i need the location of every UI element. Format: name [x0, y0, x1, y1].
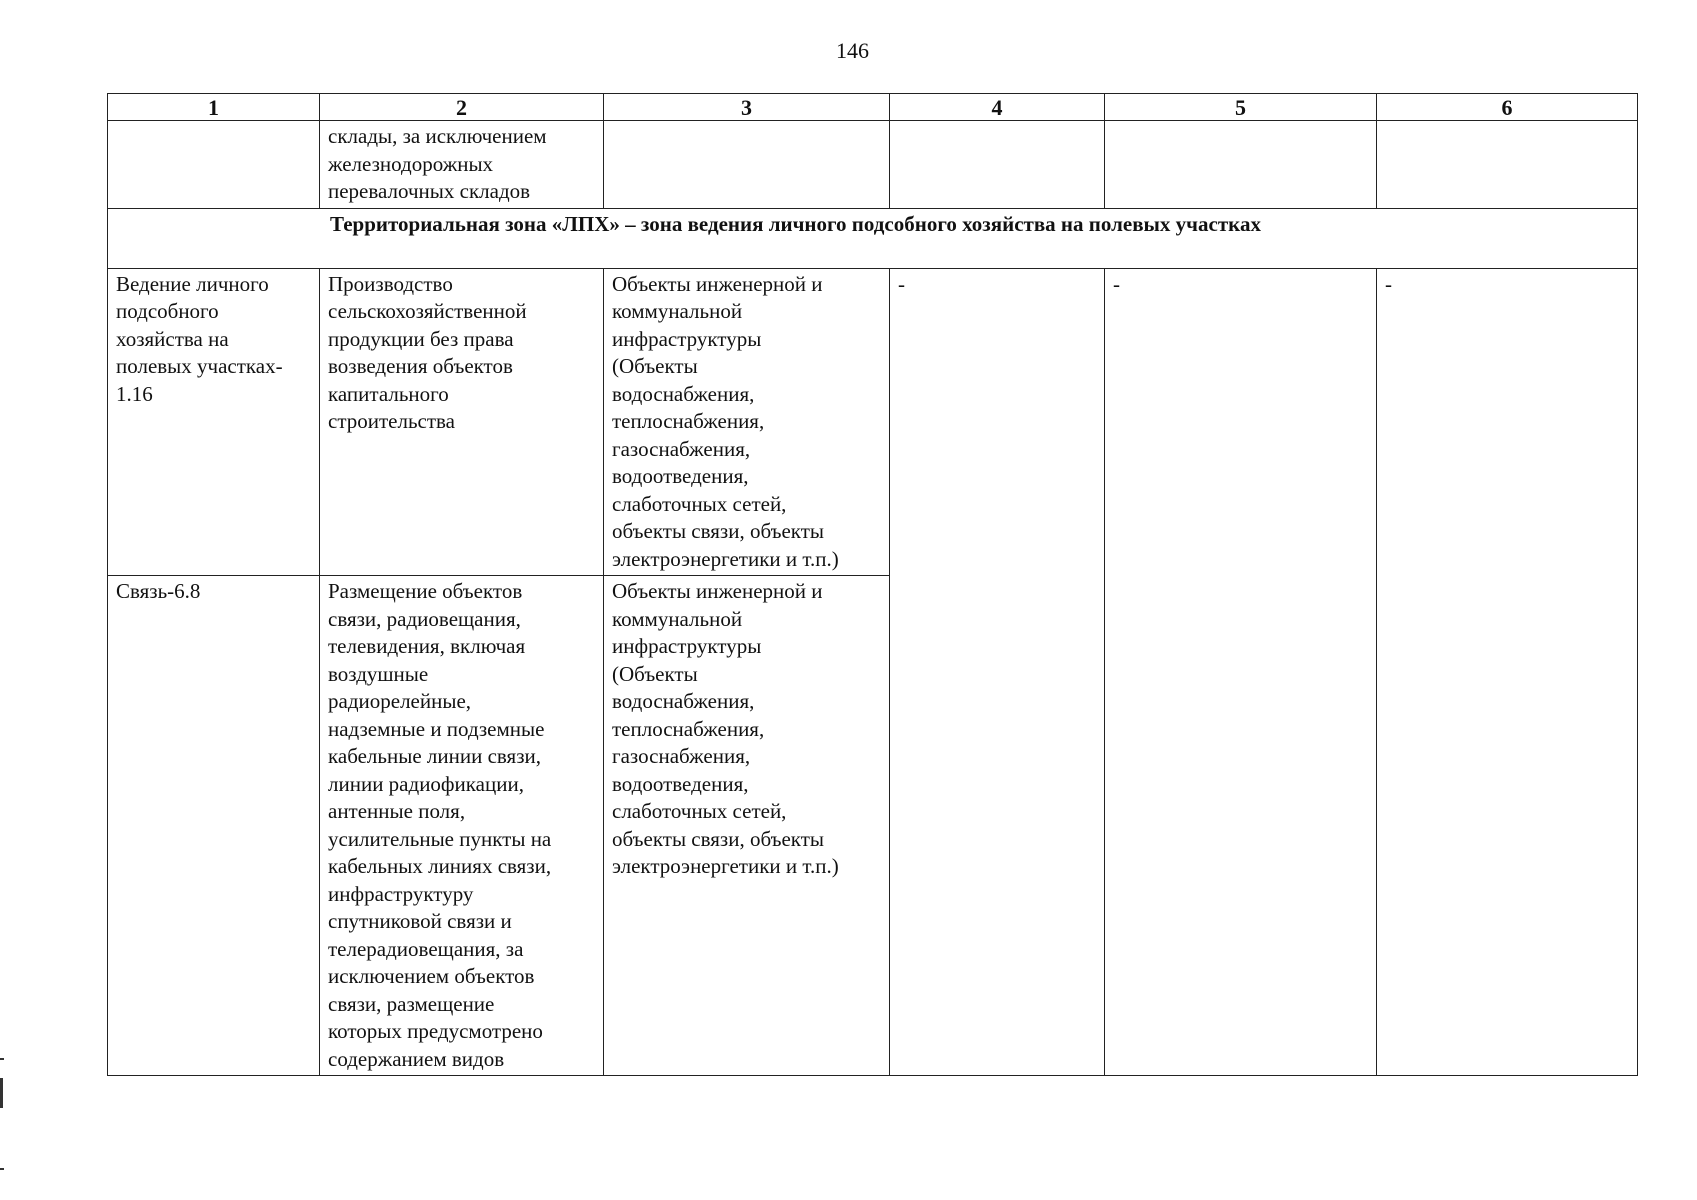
- column-number-1: 1: [108, 94, 320, 121]
- column-number-2: 2: [320, 94, 604, 121]
- cell-col6: [1377, 121, 1638, 209]
- table-row: [108, 268, 1638, 576]
- cell-description: Производство сельскохозяйственной продукции без права возведения объектов капитального строительства: [320, 268, 604, 576]
- cell-description: склады, за исключением железнодорожных перевалочных складов: [320, 121, 604, 209]
- cell-col5: [1105, 121, 1377, 209]
- cell-objects: Объекты инженерной и коммунальной инфраструктуры (Объекты водоснабжения, теплоснабжения, газоснабжения, водоотведения, слаботочных сетей, объекты связи, объекты электроэнергетики и т.п.): [604, 576, 890, 1076]
- column-number-6: 6: [1377, 94, 1638, 121]
- cell-description: Размещение объектов связи, радиовещания, телевидения, включая воздушные радиорелейные, надземные и подземные кабельные линии связи, линии радиофикации, антенные поля, усилительные пункты на кабельных линиях связи, инфраструктуру спутниковой связи и телерадиовещания, за исключением объектов связи, размещение которых предусмотрено содержанием видов: [320, 576, 604, 1076]
- scan-artifact-mark: [0, 1168, 4, 1170]
- cell-use-type: [108, 121, 320, 209]
- cell-use-type: Ведение личного подсобного хозяйства на полевых участках- 1.16: [108, 268, 320, 576]
- cell-use-type: Связь-6.8: [108, 576, 320, 1076]
- zone-title-row: [108, 208, 1638, 268]
- table-row-continuation: [108, 121, 1638, 209]
- column-number-3: 3: [604, 94, 890, 121]
- cell-col4: [890, 121, 1105, 209]
- cell-col4: -: [890, 268, 1105, 1076]
- permitted-use-table: [107, 93, 1638, 1076]
- zone-title: Территориальная зона «ЛПХ» – зона ведения личного подсобного хозяйства на полевых участках: [330, 211, 1261, 236]
- column-number-5: 5: [1105, 94, 1377, 121]
- cell-col6: -: [1377, 268, 1638, 1076]
- cell-col5: -: [1105, 268, 1377, 1076]
- page-number: 146: [836, 38, 869, 63]
- scan-artifact-mark: [0, 1058, 4, 1060]
- zone-title-cell: [108, 208, 1638, 268]
- cell-objects: Объекты инженерной и коммунальной инфраструктуры (Объекты водоснабжения, теплоснабжения, газоснабжения, водоотведения, слаботочных сетей, объекты связи, объекты электроэнергетики и т.п.): [604, 268, 890, 576]
- cell-objects: [604, 121, 890, 209]
- scan-artifact-mark: [0, 1078, 3, 1108]
- column-number-row: [108, 94, 1638, 121]
- column-number-4: 4: [890, 94, 1105, 121]
